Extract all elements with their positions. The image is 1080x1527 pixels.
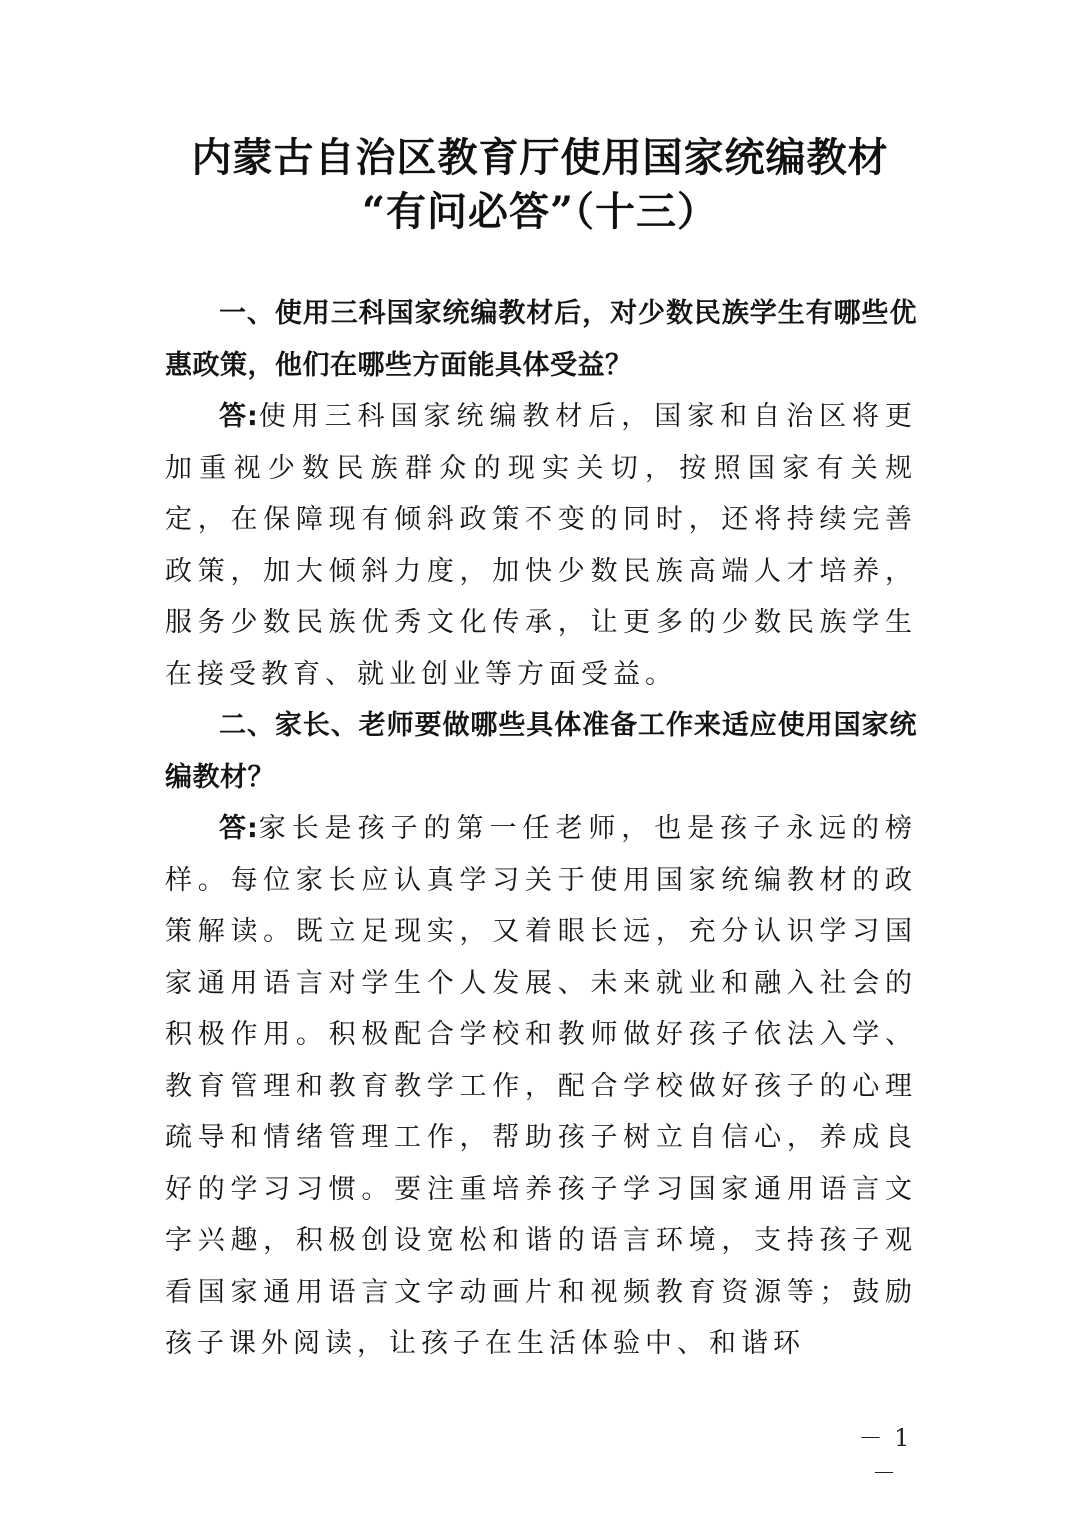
document-title-line-1: 内蒙古自治区教育厅使用国家统编教材 <box>191 134 889 181</box>
question-2: 二、家长、老师要做哪些具体准备工作来适应使用国家统编教材？ <box>165 710 917 793</box>
answer-2 <box>165 803 917 1370</box>
answer-1-text: 使用三科国家统编教材后，国家和自治区将更加重视少数民族群众的现实关切，按照国家有关规定，在保障现有倾斜政策不变的同时，还将持续完善政策，加大倾斜力度，加快少数民族高端人才培养，服务少数民族优秀文化传承，让更多的少数民族学生在接受教育、就业创业等方面受益。 <box>165 401 917 690</box>
answer-2-label: 答: <box>219 813 258 844</box>
answer-1 <box>165 391 917 700</box>
page-number: － 1 － <box>858 1424 912 1487</box>
answer-1-label: 答: <box>219 401 258 432</box>
question-1: 一、使用三科国家统编教材后，对少数民族学生有哪些优惠政策，他们在哪些方面能具体受益？ <box>165 298 917 381</box>
document-title-line-2: “有问必答”（十三） <box>361 188 718 235</box>
answer-2-text: 家长是孩子的第一任老师，也是孩子永远的榜样。每位家长应认真学习关于使用国家统编教材的政策解读。既立足现实，又着眼长远，充分认识学习国家通用语言对学生个人发展、未来就业和融入社会的积极作用。积极配合学校和教师做好孩子依法入学、教育管理和教育教学工作，配合学校做好孩子的心理疏导和情绪管理工作，帮助孩子树立自信心，养成良好的学习习惯。要注重培养孩子学习国家通用语言文字兴趣，积极创设宽松和谐的语言环境，支持孩子观看国家通用语言文字动画片和视频教育资源等；鼓励孩子课外阅读，让孩子在生活体验中、和谐环 <box>165 813 917 1359</box>
document-body <box>165 288 917 1370</box>
